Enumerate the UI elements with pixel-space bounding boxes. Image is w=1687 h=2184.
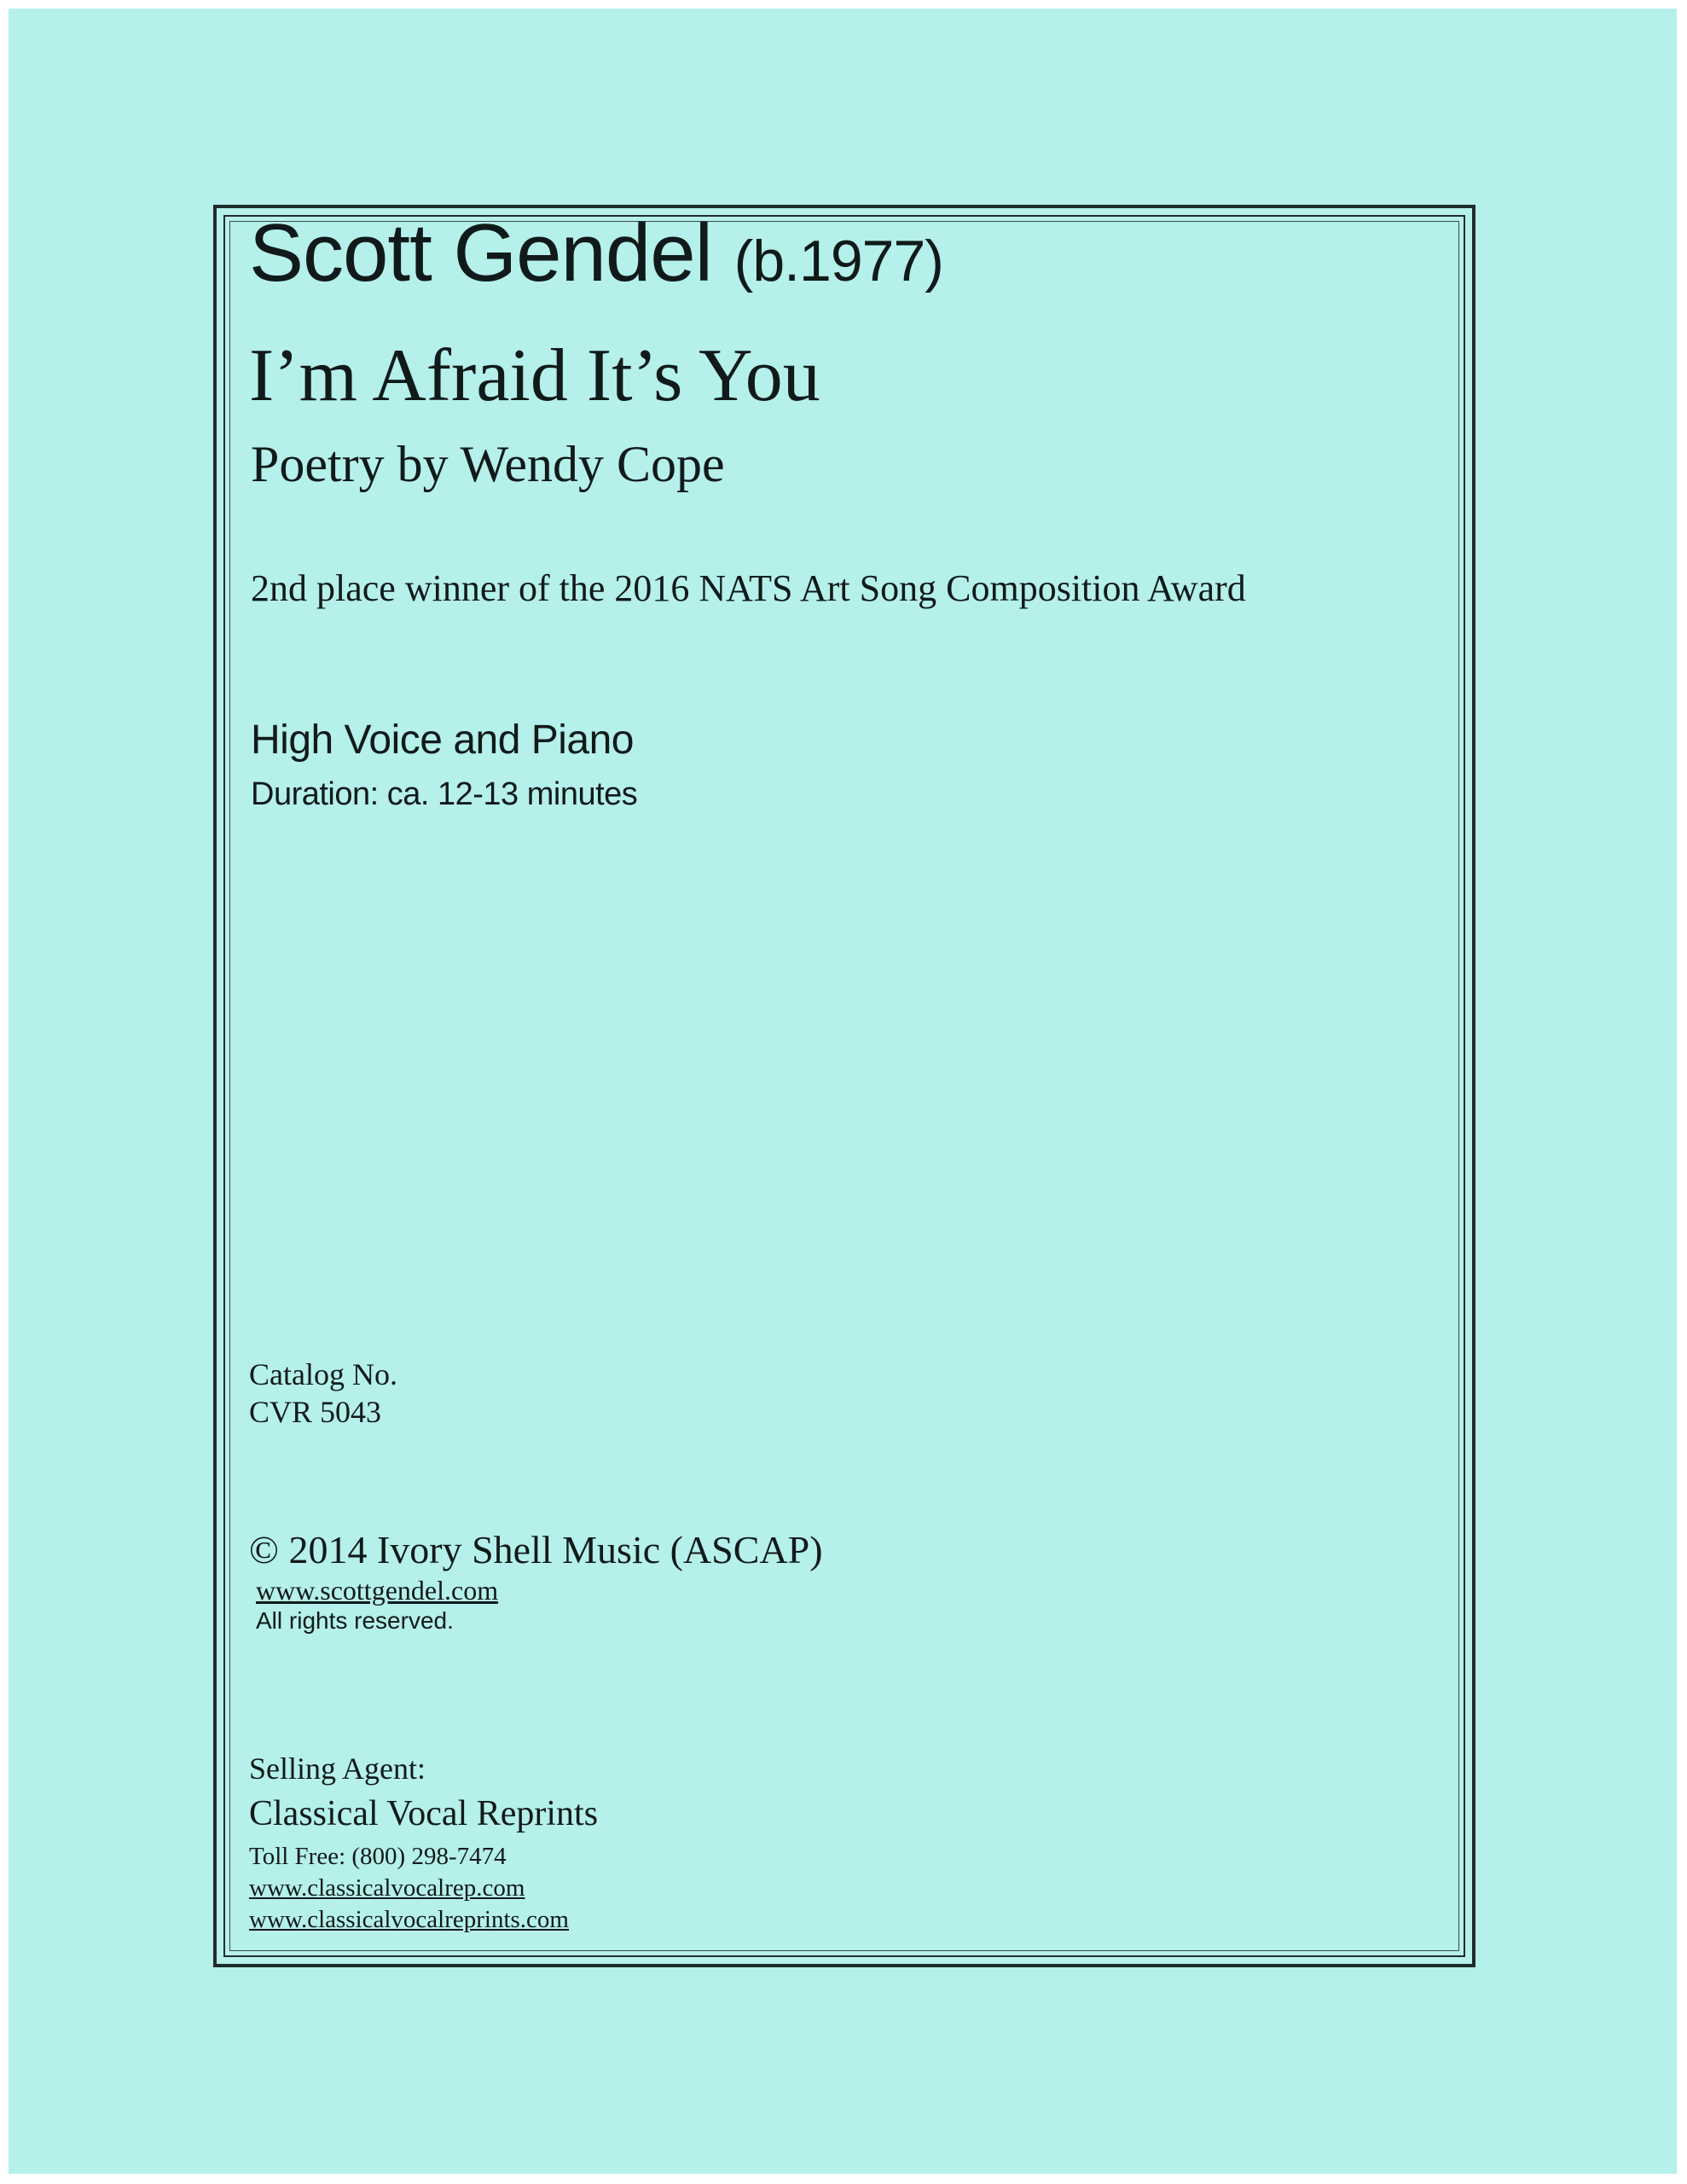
composer-heading — [249, 206, 943, 300]
catalog-label: Catalog No. — [249, 1357, 397, 1391]
agent-website-link-1[interactable]: www.classicalvocalrep.com — [249, 1874, 525, 1902]
duration: Duration: ca. 12-13 minutes — [251, 776, 638, 812]
composer-years: (b.1977) — [733, 229, 943, 293]
work-title: I’m Afraid It’s You — [249, 334, 820, 417]
poet-credit: Poetry by Wendy Cope — [251, 436, 725, 492]
award-line: 2nd place winner of the 2016 NATS Art Song Composition Award — [251, 567, 1246, 609]
selling-agent-label: Selling Agent: — [249, 1751, 426, 1786]
cover-page — [9, 9, 1677, 2174]
voicing: High Voice and Piano — [251, 717, 634, 763]
toll-free-number: Toll Free: (800) 298-7474 — [249, 1843, 507, 1870]
rights-notice: All rights reserved. — [256, 1607, 454, 1634]
selling-agent-name: Classical Vocal Reprints — [249, 1794, 599, 1833]
composer-website-link[interactable]: www.scottgendel.com — [256, 1575, 499, 1606]
composer-name: Scott Gendel — [249, 207, 712, 299]
copyright-notice: © 2014 Ivory Shell Music (ASCAP) — [249, 1528, 823, 1571]
catalog-number: CVR 5043 — [249, 1395, 382, 1429]
agent-website-link-2[interactable]: www.classicalvocalreprints.com — [249, 1906, 569, 1933]
